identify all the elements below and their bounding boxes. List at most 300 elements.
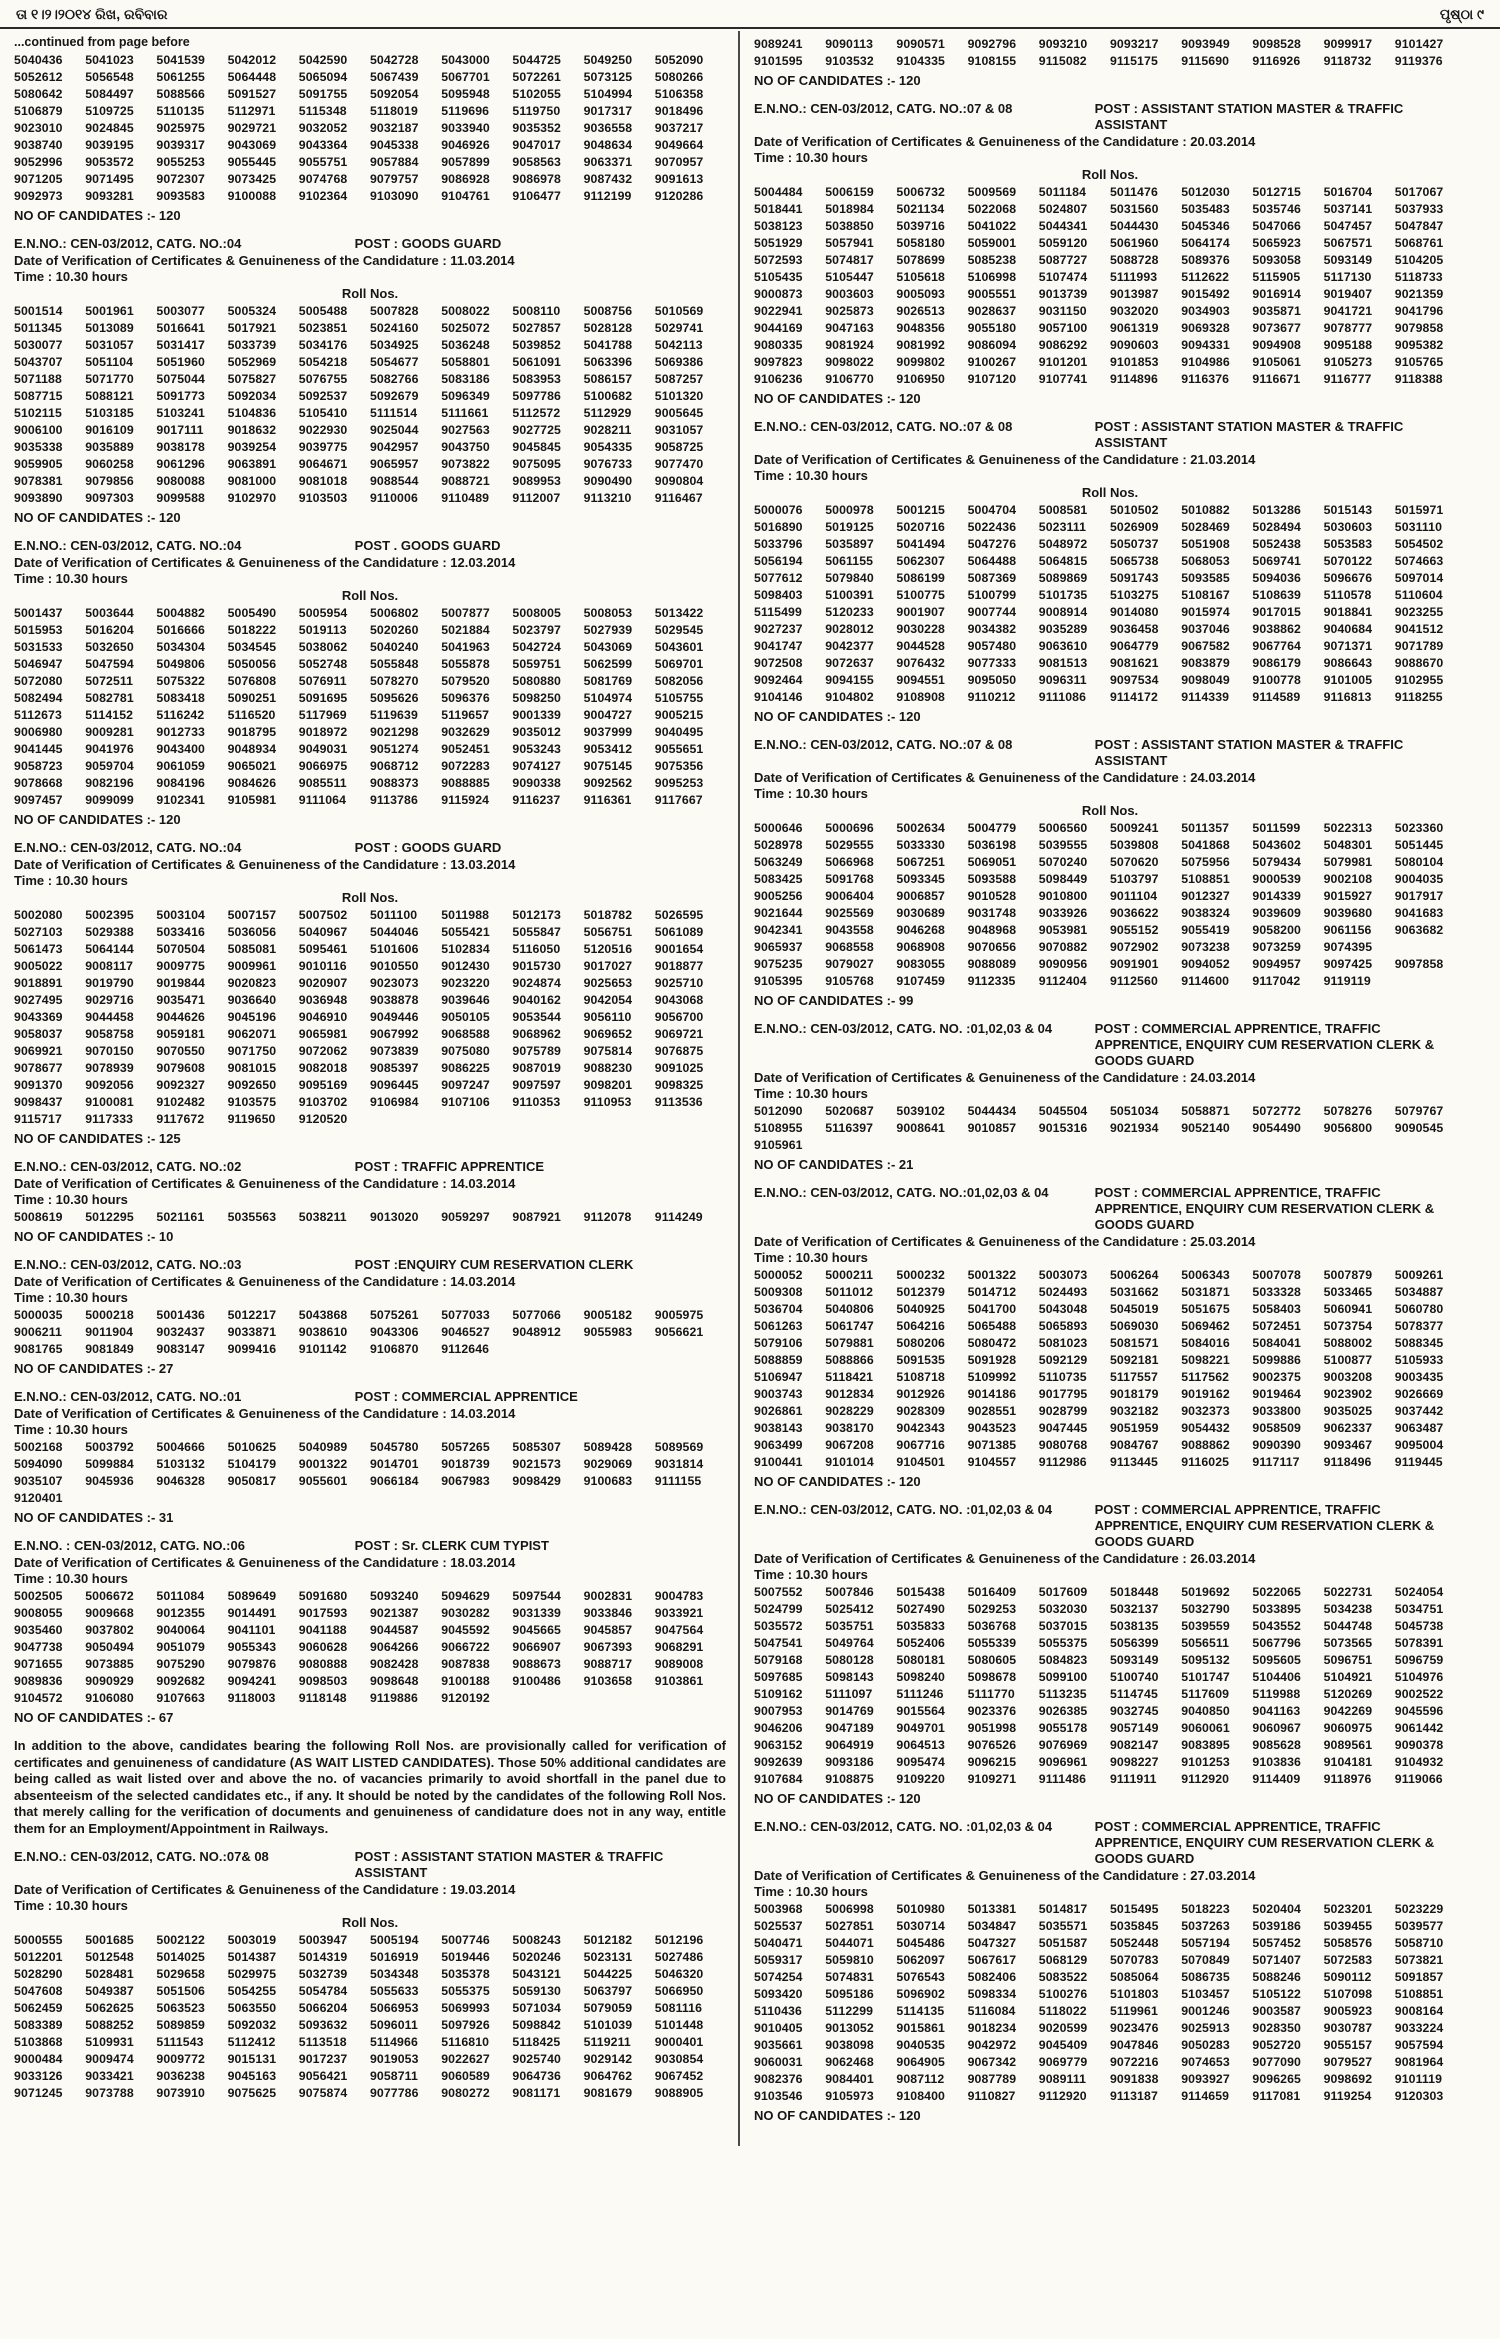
roll-number-row — [14, 1111, 726, 1128]
roll-number: 9016109 — [85, 423, 134, 437]
roll-number: 5006560 — [1038, 821, 1088, 835]
roll-number: 9059297 — [441, 1210, 490, 1224]
roll-number: 9012327 — [1181, 889, 1230, 903]
roll-number: 9092464 — [754, 673, 803, 687]
roll-number: 5029545 — [654, 623, 704, 637]
roll-number: 9111155 — [654, 1474, 702, 1488]
roll-number: 9026669 — [1394, 1387, 1444, 1401]
roll-number: 5052612 — [14, 70, 63, 84]
roll-number: 5039102 — [896, 1104, 945, 1118]
roll-number: 9049701 — [896, 1721, 945, 1735]
roll-number: 9011104 — [1109, 889, 1158, 903]
roll-number-row — [14, 439, 726, 456]
roll-number: 9078668 — [14, 776, 63, 790]
roll-number: 5034238 — [1323, 1602, 1373, 1616]
roll-number: 9081849 — [85, 1342, 134, 1356]
roll-number: 5092537 — [298, 389, 348, 403]
roll-number: 9020823 — [227, 976, 277, 990]
roll-number: 9083055 — [896, 957, 945, 971]
roll-number-row — [754, 1771, 1466, 1788]
roll-number-row — [14, 1588, 726, 1605]
roll-number: 5070620 — [1109, 855, 1159, 869]
roll-number: 5084497 — [85, 87, 134, 101]
roll-number: 5036768 — [967, 1619, 1017, 1633]
roll-number: 5097544 — [512, 1589, 561, 1603]
roll-number: 5084016 — [1181, 1336, 1230, 1350]
roll-number: 9024845 — [85, 121, 134, 135]
roll-number: 5059810 — [825, 1953, 874, 1967]
roll-number: 9049031 — [298, 742, 348, 756]
roll-number: 9074395 — [1323, 940, 1373, 954]
roll-number: 9080888 — [298, 1657, 348, 1671]
roll-number: 5075956 — [1181, 855, 1230, 869]
roll-number: 9114896 — [1109, 372, 1158, 386]
roll-number: 9107663 — [156, 1691, 205, 1705]
roll-number: 5019692 — [1181, 1585, 1230, 1599]
roll-number: 5051445 — [1394, 838, 1444, 852]
roll-number: 5112929 — [583, 406, 632, 420]
roll-number: 9081964 — [1394, 2055, 1444, 2069]
roll-number: 9070957 — [654, 155, 704, 169]
roll-number: 5065738 — [1109, 554, 1159, 568]
roll-number: 9098648 — [369, 1674, 419, 1688]
roll-number: 9101595 — [754, 54, 803, 68]
roll-number-row — [754, 621, 1466, 638]
roll-number: 9006980 — [14, 725, 63, 739]
roll-number: 9023073 — [369, 976, 419, 990]
roll-number: 5013089 — [85, 321, 134, 335]
roll-number: 9114339 — [1181, 690, 1230, 704]
roll-number: 5083953 — [512, 372, 561, 386]
roll-number-row — [754, 1420, 1466, 1437]
roll-number: 9025740 — [512, 2052, 561, 2066]
roll-number: 5075044 — [156, 372, 205, 386]
roll-number: 5000052 — [754, 1268, 803, 1282]
roll-number: 5063797 — [583, 1984, 633, 1998]
roll-number: 5054784 — [298, 1984, 348, 1998]
verification-date-line: Date of Verification of Certificates & Genuineness of the Candidature : 26.03.2014 — [754, 1551, 1256, 1566]
roll-number: 5112412 — [227, 2035, 276, 2049]
roll-number: 9082018 — [298, 1061, 348, 1075]
roll-number: 9095188 — [1323, 338, 1373, 352]
roll-number: 5068761 — [1394, 236, 1444, 250]
roll-number: 9015730 — [512, 959, 561, 973]
roll-number: 9090113 — [825, 37, 874, 51]
roll-number: 9081018 — [298, 474, 348, 488]
roll-number: 5000211 — [825, 1268, 874, 1282]
roll-number: 5101747 — [1181, 1670, 1230, 1684]
roll-number: 9094551 — [896, 673, 945, 687]
roll-number: 5064815 — [1038, 554, 1088, 568]
roll-number: 9094155 — [825, 673, 874, 687]
roll-number: 5088002 — [1323, 1336, 1373, 1350]
roll-number: 5039455 — [1323, 1919, 1373, 1933]
roll-number: 5051506 — [156, 1984, 205, 1998]
roll-number: 5088859 — [754, 1353, 803, 1367]
roll-number: 5072080 — [14, 674, 63, 688]
roll-number: 9094241 — [227, 1674, 277, 1688]
roll-number: 9042054 — [583, 993, 633, 1007]
roll-number: 9063682 — [1394, 923, 1444, 937]
roll-number: 5094090 — [14, 1457, 63, 1471]
roll-number: 5051675 — [1181, 1302, 1230, 1316]
roll-number: 9069921 — [14, 1044, 63, 1058]
roll-number: 5069993 — [441, 2001, 490, 2015]
section-header — [754, 1021, 1466, 1069]
roll-number: 5091695 — [298, 691, 348, 705]
roll-number: 9089836 — [14, 1674, 63, 1688]
roll-number: 9088905 — [654, 2086, 704, 2100]
roll-number: 9024874 — [512, 976, 561, 990]
roll-number: 5114135 — [896, 2004, 945, 2018]
roll-number: 9033940 — [441, 121, 490, 135]
roll-number: 9030787 — [1323, 2021, 1373, 2035]
roll-number: 5082766 — [369, 372, 419, 386]
roll-number: 9018234 — [967, 2021, 1017, 2035]
roll-number: 9059181 — [156, 1027, 205, 1041]
roll-number: 9090338 — [512, 776, 561, 790]
section-waitlist-note — [14, 1738, 726, 1837]
roll-number: 9040064 — [156, 1623, 205, 1637]
roll-number: 9052140 — [1181, 1121, 1230, 1135]
roll-number: 9092973 — [14, 189, 63, 203]
roll-number: 9045163 — [227, 2069, 277, 2083]
roll-number: 5045346 — [1181, 219, 1230, 233]
roll-number-grid — [754, 36, 1466, 70]
roll-number: 9011904 — [85, 1325, 134, 1339]
roll-number: 5110135 — [156, 104, 205, 118]
roll-number: 9084401 — [825, 2072, 874, 2086]
roll-number: 9101201 — [1038, 355, 1088, 369]
roll-number: 5097685 — [754, 1670, 803, 1684]
roll-number: 5069741 — [1252, 554, 1301, 568]
roll-number: 9069328 — [1181, 321, 1230, 335]
roll-number: 5012217 — [227, 1308, 277, 1322]
roll-number-row — [14, 907, 726, 924]
roll-number: 9065937 — [754, 940, 803, 954]
roll-number: 5091527 — [227, 87, 277, 101]
roll-number: 9041101 — [227, 1623, 276, 1637]
roll-number-row — [754, 371, 1466, 388]
roll-number: 9021298 — [369, 725, 419, 739]
roll-number-row — [754, 235, 1466, 252]
roll-number: 5111514 — [369, 406, 418, 420]
roll-number-row — [754, 2003, 1466, 2020]
roll-number: 9008055 — [14, 1606, 63, 1620]
roll-number: 9097534 — [1109, 673, 1159, 687]
roll-number: 9002522 — [1394, 1687, 1444, 1701]
roll-number: 9119886 — [369, 1691, 418, 1705]
roll-number: 5115499 — [754, 605, 802, 619]
employment-notice-number: E.N.NO.: CEN-03/2012, CATG. NO. :01,02,03 & 04 — [754, 1502, 1053, 1517]
roll-number: 5043048 — [1038, 1302, 1088, 1316]
roll-number: 9014491 — [227, 1606, 277, 1620]
roll-number: 9058509 — [1252, 1421, 1301, 1435]
roll-number: 9078677 — [14, 1061, 63, 1075]
roll-number: 5105618 — [896, 270, 945, 284]
roll-number: 5100276 — [1038, 1987, 1088, 2001]
roll-number: 9013739 — [1038, 287, 1088, 301]
roll-number: 9101005 — [1323, 673, 1373, 687]
roll-number-grid — [14, 907, 726, 1128]
roll-number-row — [754, 2054, 1466, 2071]
roll-number: 9118976 — [1323, 1772, 1372, 1786]
roll-number: 5030603 — [1323, 520, 1373, 534]
roll-number: 9112646 — [441, 1342, 490, 1356]
roll-number: 5118022 — [1038, 2004, 1087, 2018]
roll-number: 9091901 — [1109, 957, 1159, 971]
roll-number: 5032030 — [1038, 1602, 1088, 1616]
roll-number: 9033224 — [1394, 2021, 1444, 2035]
roll-number: 5040925 — [896, 1302, 945, 1316]
roll-number: 5085238 — [967, 253, 1017, 267]
roll-number: 9090929 — [85, 1674, 134, 1688]
roll-number: 9038170 — [825, 1421, 874, 1435]
roll-number: 5006672 — [85, 1589, 134, 1603]
roll-number: 9097823 — [754, 355, 803, 369]
roll-number: 9094957 — [1252, 957, 1301, 971]
roll-number: 5044430 — [1109, 219, 1159, 233]
roll-number: 5017067 — [1394, 185, 1444, 199]
roll-number: 9084767 — [1109, 1438, 1159, 1452]
roll-number: 5110604 — [1394, 588, 1443, 602]
roll-number: 5084041 — [1252, 1336, 1301, 1350]
roll-number-row — [14, 992, 726, 1009]
roll-number: 5024054 — [1394, 1585, 1444, 1599]
verification-date-line: Date of Verification of Certificates & Genuineness of the Candidature : 18.03.2014 — [14, 1555, 516, 1570]
roll-number: 9104932 — [1394, 1755, 1444, 1769]
section-sr-clerk-typist-18-03 — [14, 1538, 726, 1726]
roll-number-row — [14, 137, 726, 154]
roll-number: 5080266 — [654, 70, 704, 84]
roll-number-row — [14, 924, 726, 941]
roll-number: 9116237 — [512, 793, 561, 807]
section-asm-20-03 — [754, 101, 1466, 407]
roll-number: 5044225 — [583, 1967, 633, 1981]
roll-number: 5087369 — [967, 571, 1017, 585]
roll-number: 5041023 — [85, 53, 134, 67]
roll-number: 9001339 — [512, 708, 561, 722]
roll-number: 5033330 — [896, 838, 945, 852]
roll-number: 9044626 — [156, 1010, 205, 1024]
roll-number: 9038098 — [825, 2038, 874, 2052]
roll-number: 5030714 — [896, 1919, 945, 1933]
roll-number: 5081769 — [583, 674, 633, 688]
roll-number: 9026513 — [896, 304, 945, 318]
roll-number: 9104557 — [967, 1455, 1017, 1469]
roll-number: 5001685 — [85, 1933, 134, 1947]
roll-number: 5105435 — [754, 270, 803, 284]
roll-number: 5096011 — [369, 2018, 418, 2032]
roll-number: 9047738 — [14, 1640, 63, 1654]
roll-number: 5034304 — [156, 640, 205, 654]
roll-number: 5052448 — [1109, 1936, 1159, 1950]
roll-number: 9113445 — [1109, 1455, 1158, 1469]
roll-number: 9074127 — [512, 759, 561, 773]
roll-number: 9085628 — [1252, 1738, 1301, 1752]
roll-number: 5095605 — [1252, 1653, 1301, 1667]
roll-number: 9064266 — [369, 1640, 419, 1654]
verification-time-line: Time : 10.30 hours — [14, 571, 128, 586]
roll-number: 5016704 — [1323, 185, 1373, 199]
roll-number-row — [14, 422, 726, 439]
roll-number: 5079840 — [825, 571, 874, 585]
roll-number: 9055601 — [298, 1474, 348, 1488]
section-header — [14, 538, 726, 554]
roll-number: 9055983 — [583, 1325, 633, 1339]
roll-number-grid — [754, 1901, 1466, 2105]
roll-number: 5023131 — [583, 1950, 633, 1964]
roll-number: 9037999 — [583, 725, 633, 739]
roll-number: 9061156 — [1323, 923, 1372, 937]
roll-number-row — [14, 1094, 726, 1111]
roll-number-grid — [754, 184, 1466, 388]
roll-number: 9075625 — [227, 2086, 277, 2100]
roll-number-grid — [14, 303, 726, 507]
roll-number: 5044434 — [967, 1104, 1017, 1118]
roll-number: 5006802 — [369, 606, 419, 620]
roll-number: 9112986 — [1038, 1455, 1087, 1469]
roll-number: 9094052 — [1181, 957, 1230, 971]
roll-number: 9077786 — [369, 2086, 419, 2100]
roll-number: 5079059 — [583, 2001, 633, 2015]
roll-number: 5007746 — [441, 1933, 490, 1947]
roll-number: 5059001 — [967, 236, 1017, 250]
roll-number: 9073885 — [85, 1657, 134, 1671]
roll-number: 9054335 — [583, 440, 633, 454]
roll-number: 5019446 — [441, 1950, 490, 1964]
roll-number-row — [14, 1209, 726, 1226]
roll-number: 5014319 — [298, 1950, 348, 1964]
roll-number: 5002505 — [14, 1589, 63, 1603]
roll-number-row — [754, 604, 1466, 621]
roll-number: 9025653 — [583, 976, 633, 990]
roll-number: 5105755 — [654, 691, 704, 705]
roll-number: 9025044 — [369, 423, 419, 437]
roll-number: 5083389 — [14, 2018, 63, 2032]
roll-number: 9091613 — [654, 172, 704, 186]
roll-number: 5099884 — [85, 1457, 134, 1471]
roll-number: 9045409 — [1038, 2038, 1088, 2052]
roll-number: 5103241 — [156, 406, 205, 420]
roll-number: 9106477 — [512, 189, 561, 203]
roll-number: 5022436 — [967, 520, 1017, 534]
roll-number: 5091535 — [896, 1353, 945, 1367]
roll-number: 9047564 — [654, 1623, 704, 1637]
roll-number: 9009775 — [156, 959, 205, 973]
roll-number: 5119750 — [512, 104, 561, 118]
roll-number: 5034925 — [369, 338, 419, 352]
roll-number: 5051929 — [754, 236, 803, 250]
roll-number: 9111911 — [1109, 1772, 1157, 1786]
roll-number: 5051960 — [156, 355, 205, 369]
roll-number: 9094908 — [1252, 338, 1301, 352]
roll-number: 5045504 — [1038, 1104, 1088, 1118]
roll-number: 5032739 — [298, 1967, 348, 1981]
roll-number: 9075145 — [583, 759, 633, 773]
roll-number: 5116084 — [967, 2004, 1016, 2018]
roll-number: 5057265 — [441, 1440, 490, 1454]
roll-number: 5012715 — [1252, 185, 1301, 199]
roll-number: 9113786 — [369, 793, 418, 807]
roll-number: 9045665 — [512, 1623, 561, 1637]
roll-number: 9108875 — [825, 1772, 874, 1786]
roll-number: 9098049 — [1181, 673, 1230, 687]
roll-number: 5058576 — [1323, 1936, 1373, 1950]
roll-number: 9053544 — [512, 1010, 561, 1024]
roll-number: 5088728 — [1109, 253, 1159, 267]
roll-number: 9050105 — [441, 1010, 490, 1024]
roll-number: 5086735 — [1181, 1970, 1230, 1984]
roll-number: 9067452 — [654, 2069, 704, 2083]
verification-time-line: Time : 10.30 hours — [754, 1086, 868, 1101]
roll-number: 9035012 — [512, 725, 561, 739]
post-title: POST : COMMERCIAL APPRENTICE, TRAFFIC APPRENTICE, ENQUIRY CUM RESERVATION CLERK & GOODS GUARD — [1094, 1819, 1435, 1866]
roll-number: 5100740 — [1109, 1670, 1159, 1684]
roll-number: 5087257 — [654, 372, 704, 386]
roll-number: 5061473 — [14, 942, 63, 956]
roll-number: 9095004 — [1394, 1438, 1444, 1452]
roll-number: 5072451 — [1252, 1319, 1301, 1333]
roll-number: 9046926 — [441, 138, 490, 152]
roll-number: 9047163 — [825, 321, 874, 335]
roll-number: 9026385 — [1038, 1704, 1088, 1718]
roll-number: 9106870 — [369, 1342, 419, 1356]
roll-number-row — [14, 2085, 726, 2102]
roll-number: 9018795 — [227, 725, 277, 739]
roll-number: 5101039 — [583, 2018, 633, 2032]
roll-number: 9045338 — [369, 138, 419, 152]
roll-number: 5088566 — [156, 87, 205, 101]
roll-number-row — [754, 1901, 1466, 1918]
roll-number: 5076911 — [298, 674, 347, 688]
roll-number: 9098503 — [298, 1674, 348, 1688]
section-header — [14, 1257, 726, 1273]
roll-number: 5071188 — [14, 372, 62, 386]
roll-number: 9005923 — [1323, 2004, 1373, 2018]
roll-number: 5042724 — [512, 640, 561, 654]
roll-number: 9012834 — [825, 1387, 874, 1401]
roll-number-row — [754, 1584, 1466, 1601]
roll-number: 9044169 — [754, 321, 803, 335]
roll-number: 5109162 — [754, 1687, 803, 1701]
roll-number: 9076875 — [654, 1044, 704, 1058]
roll-number: 9101142 — [298, 1342, 347, 1356]
roll-number: 5096376 — [441, 691, 490, 705]
roll-number: 9034382 — [967, 622, 1017, 636]
roll-number: 9055651 — [654, 742, 704, 756]
roll-number: 5119639 — [369, 708, 418, 722]
roll-number: 5084823 — [1038, 1653, 1088, 1667]
roll-number: 9098437 — [14, 1095, 63, 1109]
roll-number: 5000646 — [754, 821, 803, 835]
candidate-count: NO OF CANDIDATES :- 27 — [14, 1361, 174, 1376]
roll-number: 5000076 — [754, 503, 803, 517]
roll-number: 5106998 — [967, 270, 1017, 284]
roll-number: 5033739 — [227, 338, 277, 352]
roll-number: 5006732 — [896, 185, 945, 199]
roll-number: 9098022 — [825, 355, 874, 369]
roll-number: 5029741 — [654, 321, 704, 335]
roll-number: 9015316 — [1038, 1121, 1088, 1135]
roll-number: 5010980 — [896, 1902, 945, 1916]
roll-number: 5081571 — [1109, 1336, 1159, 1350]
roll-number: 9070550 — [156, 1044, 205, 1058]
roll-number: 9032187 — [369, 121, 419, 135]
roll-number: 9082376 — [754, 2072, 803, 2086]
roll-number: 5036198 — [967, 838, 1017, 852]
roll-number: 5078276 — [1323, 1104, 1373, 1118]
